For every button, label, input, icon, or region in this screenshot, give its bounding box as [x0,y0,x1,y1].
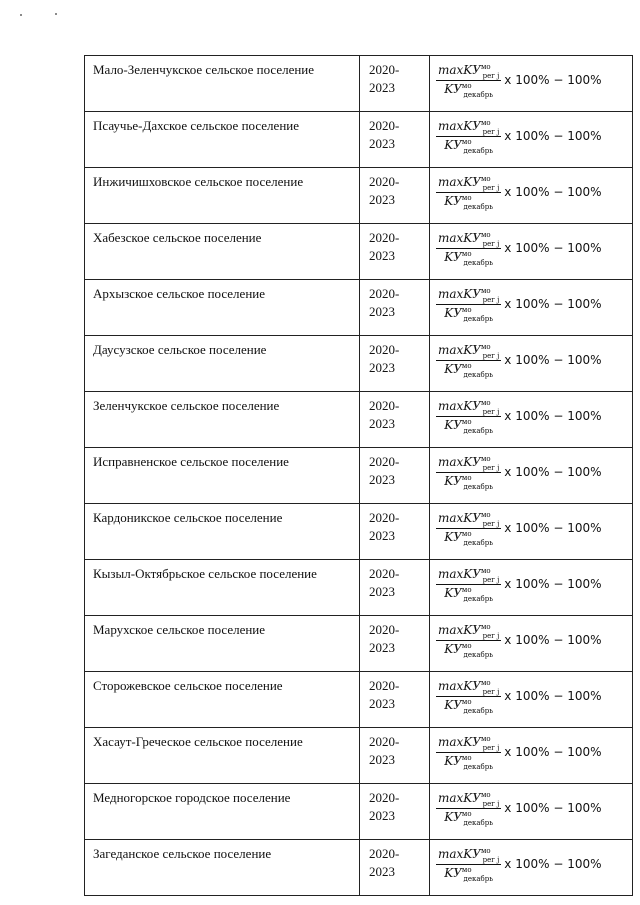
denominator-subscript: декабрь [463,202,494,211]
denominator-superscript: мо [461,249,472,258]
years-end: 2023 [369,584,395,599]
formula-tail: x 100% − 100% [504,745,602,759]
table-row [85,672,633,728]
formula-tail: x 100% − 100% [504,129,602,143]
formula-denominator [442,586,495,602]
formula [436,506,632,550]
formula [436,282,632,326]
formula-numerator [436,231,501,247]
years-end: 2023 [369,80,395,95]
formula-numerator [436,455,501,471]
formula [436,450,632,494]
numerator-main: maxKУ [438,230,481,245]
years-cell [360,504,430,560]
settlement-name: Кардоникское сельское поселение [93,510,283,525]
table-row [85,504,633,560]
denominator-main: KУ [444,81,462,96]
numerator-subscript: рег j [482,239,500,248]
years-cell [360,336,430,392]
settlement-name: Псаучье-Дахское сельское поселение [93,118,300,133]
years-end: 2023 [369,808,395,823]
numerator-main: maxKУ [438,846,481,861]
denominator-subscript: декабрь [463,146,494,155]
formula-fraction [436,791,501,826]
settlements-table [84,55,633,896]
formula-fraction [436,623,501,658]
formula-numerator [436,175,501,191]
numerator-main: maxKУ [438,734,481,749]
formula [436,562,632,606]
years-cell [360,280,430,336]
numerator-subscript: рег j [482,295,500,304]
formula-cell [430,392,633,448]
years-start: 2020- [369,62,400,77]
denominator-superscript: мо [461,641,472,650]
years-cell [360,224,430,280]
denominator-subscript: декабрь [463,594,494,603]
formula [436,674,632,718]
formula-numerator [436,511,501,527]
numerator-superscript: мо [480,118,491,127]
numerator-subscript: рег j [482,407,500,416]
formula [436,114,632,158]
formula-tail: x 100% − 100% [504,241,602,255]
settlement-name: Кызыл-Октябрьское сельское поселение [93,566,317,581]
years-start: 2020- [369,846,400,861]
settlement-name-cell [85,168,360,224]
formula-tail: x 100% − 100% [504,577,602,591]
settlement-name-cell [85,616,360,672]
settlement-name: Медногорское городское поселение [93,790,291,805]
formula-cell [430,224,633,280]
years-cell [360,112,430,168]
numerator-subscript: рег j [482,183,500,192]
denominator-superscript: мо [461,529,472,538]
denominator-subscript: декабрь [463,706,494,715]
formula-cell [430,280,633,336]
numerator-main: maxKУ [438,62,481,77]
numerator-main: maxKУ [438,454,481,469]
denominator-main: KУ [444,809,462,824]
formula-numerator [436,343,501,359]
numerator-main: maxKУ [438,790,481,805]
years-end: 2023 [369,696,395,711]
years-cell [360,168,430,224]
years-cell [360,56,430,112]
formula-numerator [436,847,501,863]
formula-fraction [436,231,501,266]
denominator-subscript: декабрь [463,762,494,771]
table-row [85,112,633,168]
years-cell [360,448,430,504]
formula-cell [430,840,633,896]
formula-cell [430,168,633,224]
numerator-superscript: мо [480,230,491,239]
denominator-main: KУ [444,361,462,376]
settlement-name: Загеданское сельское поселение [93,846,272,861]
numerator-subscript: рег j [482,799,500,808]
years-cell [360,784,430,840]
formula [436,842,632,886]
years-end: 2023 [369,304,395,319]
years-cell [360,728,430,784]
numerator-superscript: мо [480,510,491,519]
formula-numerator [436,399,501,415]
formula [436,618,632,662]
numerator-superscript: мо [480,62,491,71]
formula-tail: x 100% − 100% [504,633,602,647]
numerator-subscript: рег j [482,351,500,360]
formula-cell [430,616,633,672]
denominator-main: KУ [444,193,462,208]
denominator-superscript: мо [461,865,472,874]
denominator-superscript: мо [461,305,472,314]
formula-fraction [436,63,501,98]
denominator-superscript: мо [461,137,472,146]
settlement-name: Сторожевское сельское поселение [93,678,283,693]
scan-speck [20,14,22,16]
years-start: 2020- [369,398,400,413]
formula-denominator [442,362,495,378]
years-start: 2020- [369,286,400,301]
denominator-main: KУ [444,529,462,544]
numerator-superscript: мо [480,286,491,295]
numerator-superscript: мо [480,398,491,407]
years-start: 2020- [369,566,400,581]
formula-denominator [442,530,495,546]
years-end: 2023 [369,640,395,655]
numerator-superscript: мо [480,678,491,687]
formula-fraction [436,735,501,770]
numerator-main: maxKУ [438,622,481,637]
numerator-superscript: мо [480,342,491,351]
table-row [85,336,633,392]
numerator-main: maxKУ [438,678,481,693]
denominator-superscript: мо [461,81,472,90]
table-row [85,728,633,784]
numerator-main: maxKУ [438,174,481,189]
settlement-name-cell [85,112,360,168]
formula-denominator [442,82,495,98]
table-row [85,448,633,504]
denominator-subscript: декабрь [463,818,494,827]
denominator-main: KУ [444,473,462,488]
settlement-name: Архызское сельское поселение [93,286,266,301]
formula-denominator [442,698,495,714]
settlement-name-cell [85,840,360,896]
formula-numerator [436,679,501,695]
years-end: 2023 [369,248,395,263]
formula-cell [430,728,633,784]
settlement-name-cell [85,504,360,560]
denominator-superscript: мо [461,809,472,818]
years-end: 2023 [369,136,395,151]
years-start: 2020- [369,790,400,805]
formula-fraction [436,567,501,602]
settlement-name: Исправненское сельское поселение [93,454,289,469]
formula-numerator [436,567,501,583]
years-start: 2020- [369,118,400,133]
formula-tail: x 100% − 100% [504,73,602,87]
years-end: 2023 [369,752,395,767]
denominator-superscript: мо [461,193,472,202]
denominator-subscript: декабрь [463,314,494,323]
table-row [85,784,633,840]
years-end: 2023 [369,192,395,207]
formula-denominator [442,194,495,210]
years-end: 2023 [369,472,395,487]
settlement-name-cell [85,728,360,784]
numerator-main: maxKУ [438,398,481,413]
numerator-superscript: мо [480,846,491,855]
settlement-name-cell [85,392,360,448]
numerator-main: maxKУ [438,286,481,301]
formula-numerator [436,119,501,135]
formula-numerator [436,735,501,751]
numerator-superscript: мо [480,174,491,183]
denominator-main: KУ [444,249,462,264]
years-start: 2020- [369,734,400,749]
table-row [85,840,633,896]
settlement-name: Хасаут-Греческое сельское поселение [93,734,303,749]
table-row [85,224,633,280]
numerator-main: maxKУ [438,118,481,133]
denominator-main: KУ [444,417,462,432]
formula-tail: x 100% − 100% [504,353,602,367]
formula-fraction [436,847,501,882]
formula-cell [430,112,633,168]
formula-denominator [442,474,495,490]
denominator-subscript: декабрь [463,370,494,379]
formula-fraction [436,287,501,322]
settlement-name-cell [85,336,360,392]
numerator-superscript: мо [480,454,491,463]
table-row [85,280,633,336]
numerator-subscript: рег j [482,743,500,752]
numerator-main: maxKУ [438,342,481,357]
years-start: 2020- [369,622,400,637]
denominator-superscript: мо [461,697,472,706]
numerator-subscript: рег j [482,519,500,528]
formula-tail: x 100% − 100% [504,521,602,535]
denominator-main: KУ [444,753,462,768]
denominator-subscript: декабрь [463,426,494,435]
denominator-main: KУ [444,697,462,712]
formula-fraction [436,399,501,434]
settlement-name-cell [85,784,360,840]
denominator-main: KУ [444,585,462,600]
numerator-subscript: рег j [482,855,500,864]
denominator-main: KУ [444,137,462,152]
table-body [85,56,633,896]
denominator-superscript: мо [461,473,472,482]
numerator-superscript: мо [480,790,491,799]
formula-cell [430,504,633,560]
numerator-subscript: рег j [482,71,500,80]
denominator-subscript: декабрь [463,90,494,99]
formula-tail: x 100% − 100% [504,465,602,479]
formula [436,786,632,830]
formula-tail: x 100% − 100% [504,689,602,703]
formula-numerator [436,287,501,303]
formula-denominator [442,810,495,826]
settlement-name-cell [85,280,360,336]
formula-cell [430,560,633,616]
formula-tail: x 100% − 100% [504,185,602,199]
years-start: 2020- [369,174,400,189]
formula-fraction [436,119,501,154]
formula-tail: x 100% − 100% [504,297,602,311]
table-row [85,560,633,616]
years-end: 2023 [369,416,395,431]
denominator-subscript: декабрь [463,258,494,267]
formula [436,58,632,102]
years-cell [360,616,430,672]
numerator-subscript: рег j [482,631,500,640]
formula-denominator [442,418,495,434]
settlement-name: Мало-Зеленчукское сельское поселение [93,62,315,77]
numerator-main: maxKУ [438,510,481,525]
formula-denominator [442,642,495,658]
years-start: 2020- [369,510,400,525]
table-row [85,616,633,672]
settlement-name-cell [85,672,360,728]
formula [436,394,632,438]
denominator-main: KУ [444,865,462,880]
numerator-subscript: рег j [482,127,500,136]
numerator-subscript: рег j [482,687,500,696]
scan-speck [55,13,57,15]
numerator-superscript: мо [480,622,491,631]
denominator-subscript: декабрь [463,874,494,883]
formula [436,730,632,774]
table-row [85,56,633,112]
settlement-name: Зеленчукское сельское поселение [93,398,280,413]
denominator-subscript: декабрь [463,538,494,547]
table-row [85,392,633,448]
formula-denominator [442,306,495,322]
denominator-superscript: мо [461,585,472,594]
years-start: 2020- [369,454,400,469]
formula-fraction [436,679,501,714]
formula-tail: x 100% − 100% [504,801,602,815]
denominator-subscript: декабрь [463,482,494,491]
numerator-main: maxKУ [438,566,481,581]
formula-fraction [436,455,501,490]
formula-fraction [436,175,501,210]
years-cell [360,392,430,448]
years-cell [360,840,430,896]
years-start: 2020- [369,678,400,693]
numerator-superscript: мо [480,734,491,743]
years-end: 2023 [369,528,395,543]
settlement-name-cell [85,224,360,280]
years-start: 2020- [369,230,400,245]
years-start: 2020- [369,342,400,357]
settlement-name-cell [85,560,360,616]
settlement-name-cell [85,448,360,504]
formula-fraction [436,343,501,378]
years-cell [360,672,430,728]
formula-numerator [436,623,501,639]
formula [436,226,632,270]
formula-denominator [442,138,495,154]
settlement-name: Марухское сельское поселение [93,622,266,637]
numerator-subscript: рег j [482,463,500,472]
settlement-name: Инжичишховское сельское поселение [93,174,304,189]
formula-denominator [442,866,495,882]
formula-cell [430,672,633,728]
years-end: 2023 [369,864,395,879]
formula [436,170,632,214]
formula [436,338,632,382]
years-end: 2023 [369,360,395,375]
formula-tail: x 100% − 100% [504,857,602,871]
settlement-name: Даусузское сельское поселение [93,342,267,357]
numerator-superscript: мо [480,566,491,575]
formula-denominator [442,250,495,266]
denominator-superscript: мо [461,417,472,426]
formula-denominator [442,754,495,770]
denominator-superscript: мо [461,361,472,370]
settlement-name: Хабезское сельское поселение [93,230,262,245]
formula-cell [430,56,633,112]
denominator-subscript: декабрь [463,650,494,659]
formula-numerator [436,791,501,807]
formula-fraction [436,511,501,546]
denominator-main: KУ [444,305,462,320]
numerator-subscript: рег j [482,575,500,584]
formula-tail: x 100% − 100% [504,409,602,423]
formula-cell [430,448,633,504]
formula-cell [430,336,633,392]
denominator-superscript: мо [461,753,472,762]
years-cell [360,560,430,616]
table-row [85,168,633,224]
formula-cell [430,784,633,840]
denominator-main: KУ [444,641,462,656]
settlement-name-cell [85,56,360,112]
formula-numerator [436,63,501,79]
